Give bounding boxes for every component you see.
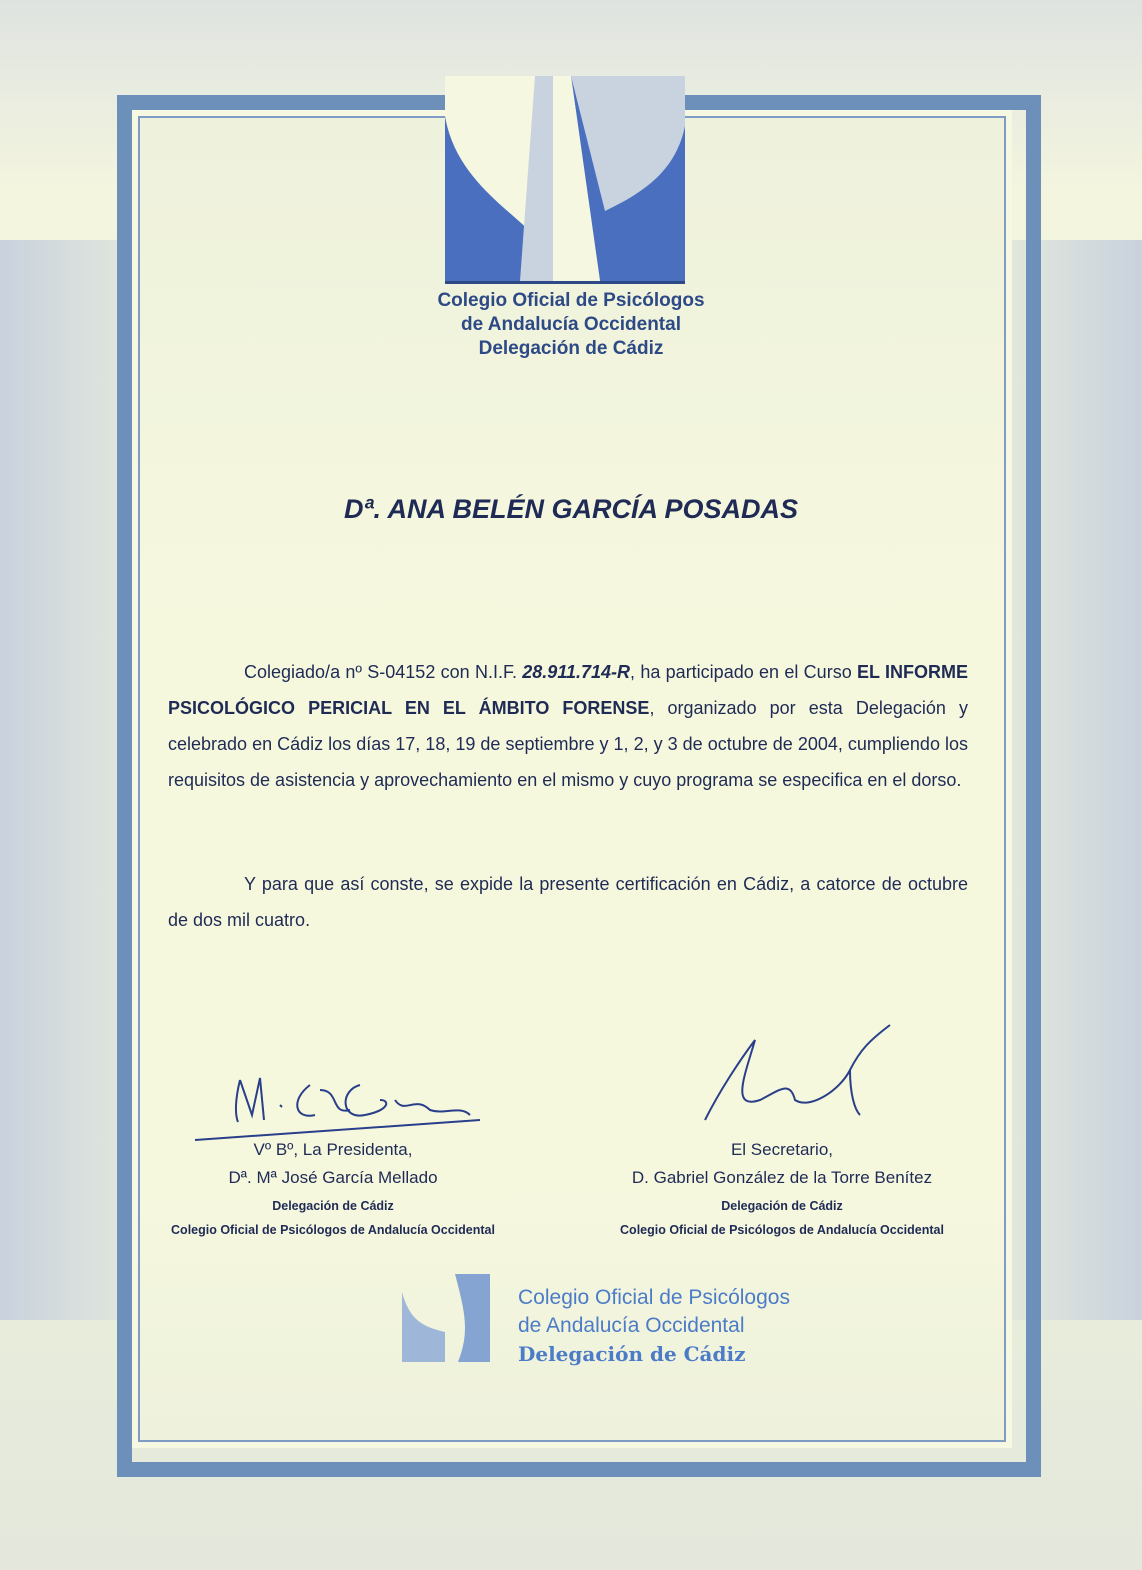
course-title: EL INFORME PSICOLÓGICO PERICIAL EN EL ÁMBITO FORENSE (168, 662, 968, 718)
stamp-line1: Colegio Oficial de Psicólogos (518, 1286, 790, 1309)
signature-block-president (123, 1138, 543, 1242)
president-signature (190, 1060, 490, 1150)
body-text: Colegiado/a nº S-04152 con N.I.F. (244, 662, 523, 682)
secretary-signature (700, 1020, 900, 1130)
signer-org-full: Colegio Oficial de Psicólogos de Andalucía Occidental (620, 1223, 944, 1237)
college-logo (445, 76, 685, 284)
signer-org-full: Colegio Oficial de Psicólogos de Andalucía Occidental (171, 1223, 495, 1237)
signer-org: Delegación de Cádiz (272, 1199, 394, 1213)
certificate-closing: Y para que así conste, se expide la presente certificación en Cádiz, a catorce de octubre de dos mil cuatro. (168, 874, 968, 930)
body-text: , ha participado en el Curso (630, 662, 858, 682)
signer-name: Dª. Mª José García Mellado (228, 1168, 438, 1187)
recipient-name: Dª. ANA BELÉN GARCÍA POSADAS (343, 494, 799, 524)
stamp-logo-icon (400, 1272, 510, 1362)
org-name-line2: de Andalucía Occidental (461, 314, 681, 335)
stamp-line3: Delegación de Cádiz (518, 1342, 746, 1366)
org-name-line1: Colegio Oficial de Psicólogos (437, 290, 705, 311)
org-name-line3: Delegación de Cádiz (478, 338, 664, 359)
nif: 28.911.714-R (522, 662, 631, 682)
signer-org: Delegación de Cádiz (721, 1199, 843, 1213)
signer-role: El Secretario, (730, 1140, 834, 1159)
signer-name: D. Gabriel González de la Torre Benítez (631, 1168, 933, 1187)
signature-block-secretary (572, 1138, 992, 1242)
stamp-line2: de Andalucía Occidental (518, 1314, 745, 1337)
certificate-body (168, 654, 968, 798)
body-text: , organizado por esta Delegación y celebrado en Cádiz los días 17, 18, 19 de septiembre y 1, 2, y 3 de octubre de 2004, cumpliendo los requisitos de asistencia y aprovechamiento en el mismo y cuyo programa se especifica en el dorso. (168, 698, 968, 790)
signer-role: Vº Bº, La Presidenta, (253, 1140, 413, 1159)
official-stamp (400, 1272, 820, 1372)
